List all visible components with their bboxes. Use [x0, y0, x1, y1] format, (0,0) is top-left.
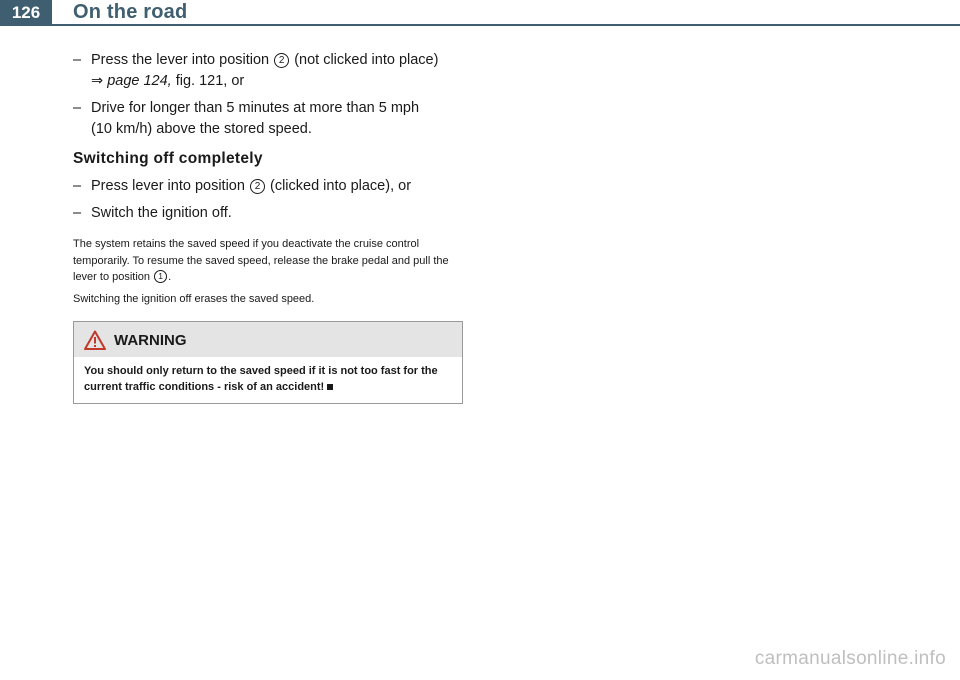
- note-erase-speed: Switching the ignition off erases the saved speed.: [73, 292, 315, 305]
- page-number: 126: [0, 0, 52, 26]
- step-ignition-off: [73, 203, 463, 224]
- step-drive-longer: [73, 98, 463, 140]
- warning-body: [74, 357, 462, 403]
- note-retain-text: The system retains the saved speed if you deactivate the cruise control temporarily. To resume the saved speed, release the brake pedal and pull the lever to position: [73, 238, 449, 283]
- watermark: carmanualsonline.info: [754, 648, 946, 669]
- step-dash: –: [73, 52, 82, 68]
- end-of-section-icon: [327, 384, 333, 390]
- warning-box: [73, 321, 463, 404]
- page-reference-link[interactable]: page 124,: [107, 73, 172, 89]
- step-text-after: (not clicked into place): [294, 52, 439, 68]
- warning-text: You should only return to the saved speed if it is not too fast for the current traffic conditions - risk of an accident!: [84, 365, 438, 393]
- position-2-marker: 2: [274, 53, 289, 68]
- note-retain-period: .: [168, 271, 172, 283]
- step-text: Press lever into position: [91, 178, 245, 194]
- step-text-after: (clicked into place), or: [270, 178, 412, 194]
- manual-content: [73, 50, 463, 404]
- position-1-marker: 1: [154, 270, 167, 283]
- note-retain-speed: [73, 236, 463, 286]
- link-arrow-icon: ⇒: [91, 73, 104, 89]
- position-2-marker: 2: [250, 179, 265, 194]
- step-press-lever-unclicked: [73, 50, 463, 92]
- warning-header: [74, 322, 462, 357]
- step-press-lever-clicked: [73, 176, 463, 197]
- step-dash: –: [73, 205, 82, 221]
- warning-triangle-icon: [84, 330, 106, 350]
- step-text: Press the lever into position: [91, 52, 270, 68]
- section-title: On the road: [73, 1, 188, 23]
- header-rule: [52, 24, 960, 26]
- step-dash: –: [73, 100, 82, 116]
- warning-title: WARNING: [114, 331, 187, 349]
- step-dash: –: [73, 178, 82, 194]
- step-text-line2: (10 km/h) above the stored speed.: [91, 121, 312, 137]
- subheading-switching-off: Switching off completely: [73, 150, 263, 167]
- figure-reference: fig. 121, or: [175, 73, 245, 89]
- step-text: Switch the ignition off.: [91, 205, 232, 221]
- step-text-line1: Drive for longer than 5 minutes at more than 5 mph: [91, 100, 420, 116]
